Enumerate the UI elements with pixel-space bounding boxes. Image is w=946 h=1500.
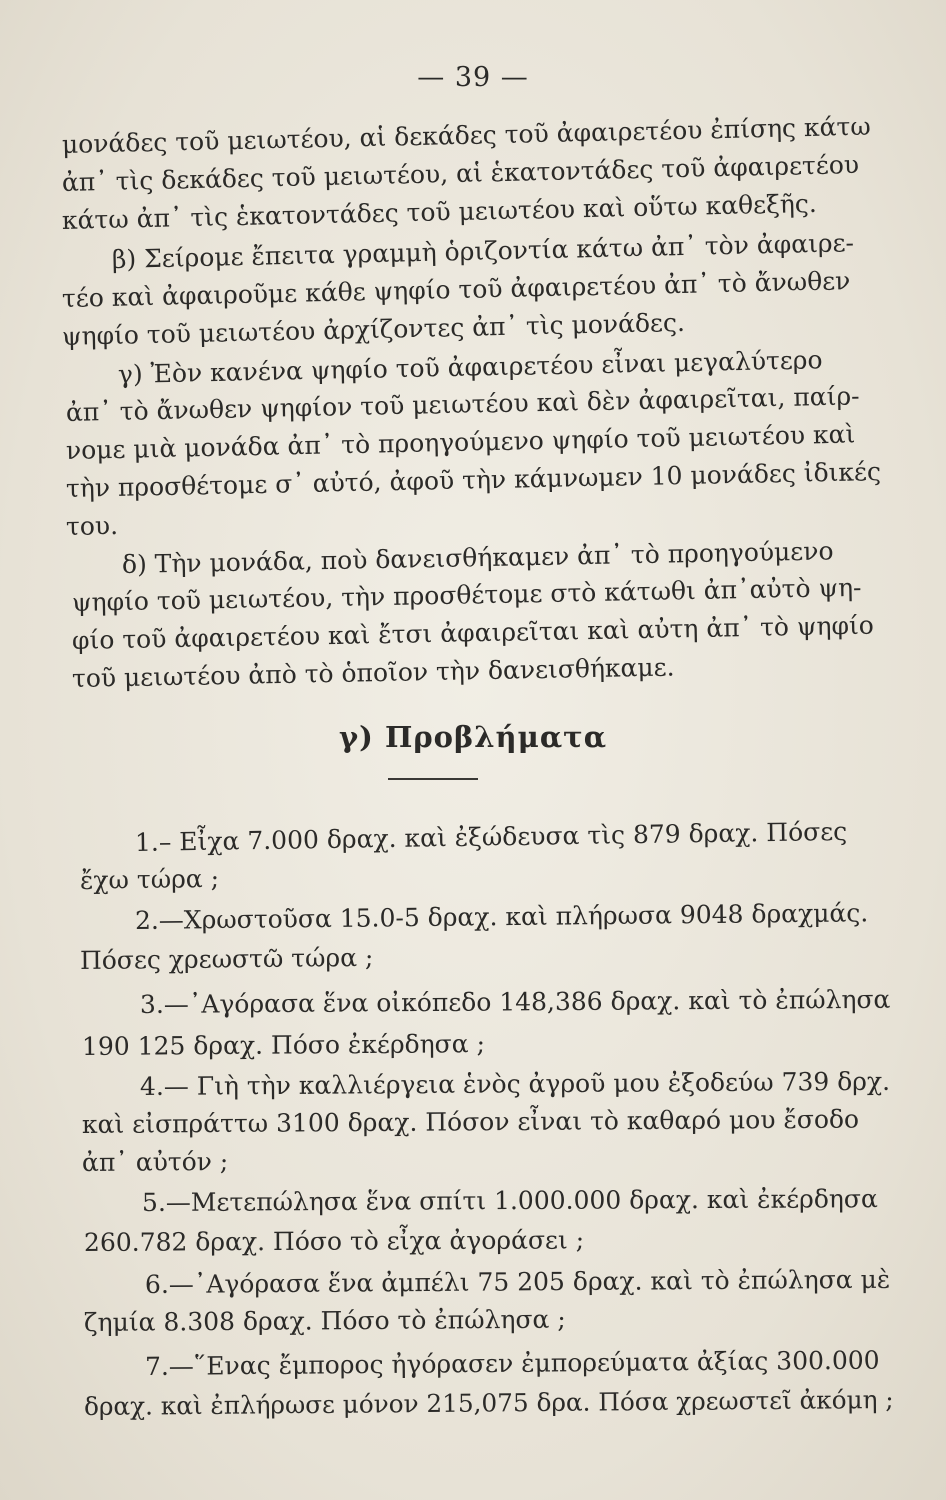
problem-line: 4.— Γιὴ τὴν καλλιέργεια ἑνὸς ἀγροῦ μου ἐξοδεύω 739 δρχ. xyxy=(139,1066,891,1101)
text-line: κάτω ἀπ᾽ τὶς ἑκατοντάδες τοῦ μειωτέου καὶ οὕτω καθεξῆς. xyxy=(61,188,818,235)
problem-line: δραχ. καὶ ἐπλήρωσε μόνον 215,075 δρα. Πόσα χρεωστεῖ ἀκόμη ; xyxy=(83,1384,894,1421)
problem-line: 2.—Χρωστοῦσα 15.0-5 δραχ. καὶ πλήρωσα 9048 δραχμάς. xyxy=(134,898,869,935)
problem-line: ἀπ᾽ αὐτόν ; xyxy=(81,1146,229,1177)
text-line: ψηφίο τοῦ μειωτέου ἀρχίζοντες ἀπ᾽ τὶς μονάδες. xyxy=(61,307,686,351)
text-line: φίο τοῦ ἀφαιρετέου καὶ ἔτσι ἀφαιρεῖται καὶ αὐτη ἀπ᾽ τὸ ψηφίο xyxy=(71,610,875,655)
text-line: νομε μιὰ μονάδα ἀπ᾽ τὸ προηγούμενο ψηφίο τοῦ μειωτέου καὶ xyxy=(65,419,856,465)
text-line: του. xyxy=(65,510,119,541)
problem-line: ἔχω τώρα ; xyxy=(79,863,220,895)
problem-line: 5.—Μετεπώλησα ἕνα σπίτι 1.000.000 δραχ. καὶ ἐκέρδησα xyxy=(141,1184,878,1217)
text-line: μονάδες τοῦ μειωτέου, αἱ δεκάδες τοῦ ἀφαιρετέου ἐπίσης κάτω xyxy=(61,111,871,159)
text-line: ἀπ᾽ τὶς δεκάδες τοῦ μειωτέου, αἱ ἑκατοντάδες τοῦ ἀφαιρετέου xyxy=(61,149,860,197)
text-line: ψηφίο τοῦ μειωτέου, τὴν προσθέτομε στὸ κάτωθι ἀπ᾽αὐτὸ ψη- xyxy=(71,572,862,617)
text-line: δ) Τὴν μονάδα, ποὺ δανεισθήκαμεν ἀπ᾽ τὸ προηγούμενο xyxy=(121,536,834,579)
text-line: γ) Ἐὸν κανένα ψηφίο τοῦ ἀφαιρετέου εἶναι μεγαλύτερο xyxy=(117,345,823,389)
problem-line: 7.—῞Ενας ἔμπορος ἠγόρασεν ἐμπορεύματα ἀξίας 300.000 xyxy=(144,1345,880,1381)
text-line: τοῦ μειωτέου ἀπὸ τὸ ὁποῖον τὴν δανεισθήκαμε. xyxy=(71,652,675,693)
problem-line: 3.—᾽Αγόρασα ἕνα οἰκόπεδο 148,386 δραχ. καὶ τὸ ἐπώλησα xyxy=(139,984,891,1019)
problem-line: 190 125 δραχ. Πόσο ἐκέρδησα ; xyxy=(81,1029,486,1061)
title-underline xyxy=(388,778,478,780)
problem-line: Πόσες χρεωστῶ τώρα ; xyxy=(79,942,374,975)
problem-line: 260.782 δραχ. Πόσο τὸ εἶχα ἀγοράσει ; xyxy=(83,1225,585,1257)
text-line: β) Σείρομε ἔπειτα γραμμὴ ὁριζοντία κάτω ἀπ᾽ τὸν ἀφαιρε- xyxy=(111,228,855,274)
page-number: — 39 — xyxy=(417,62,529,93)
section-title: γ) Προβλήματα xyxy=(338,720,608,754)
problem-line: 1.– Εἶχα 7.000 δραχ. καὶ ἐξώδευσα τὶς 879 δραχ. Πόσες xyxy=(134,816,848,857)
problem-line: καὶ εἰσπράττω 3100 δραχ. Πόσον εἶναι τὸ καθαρό μου ἔσοδο xyxy=(81,1104,860,1139)
text-line: τὴν προσθέτομε σ᾽ αὐτό, ἀφοῦ τὴν κάμνωμεν 10 μονάδες ἰδικές xyxy=(65,456,882,503)
text-line: τέο καὶ ἀφαιροῦμε κάθε ψηφίο τοῦ ἀφαιρετέου ἀπ᾽ τὸ ἄνωθεν xyxy=(61,266,851,313)
problem-line: 6.—᾽Αγόρασα ἕνα ἀμπέλι 75 205 δραχ. καὶ τὸ ἐπώλησα μὲ xyxy=(144,1264,891,1299)
text-line: ἀπ᾽ τὸ ἄνωθεν ψηφίον τοῦ μειωτέου καὶ δὲν ἀφαιρεῖται, παίρ- xyxy=(65,381,860,427)
problem-line: ζημία 8.308 δραχ. Πόσο τὸ ἐπώλησα ; xyxy=(83,1304,566,1337)
